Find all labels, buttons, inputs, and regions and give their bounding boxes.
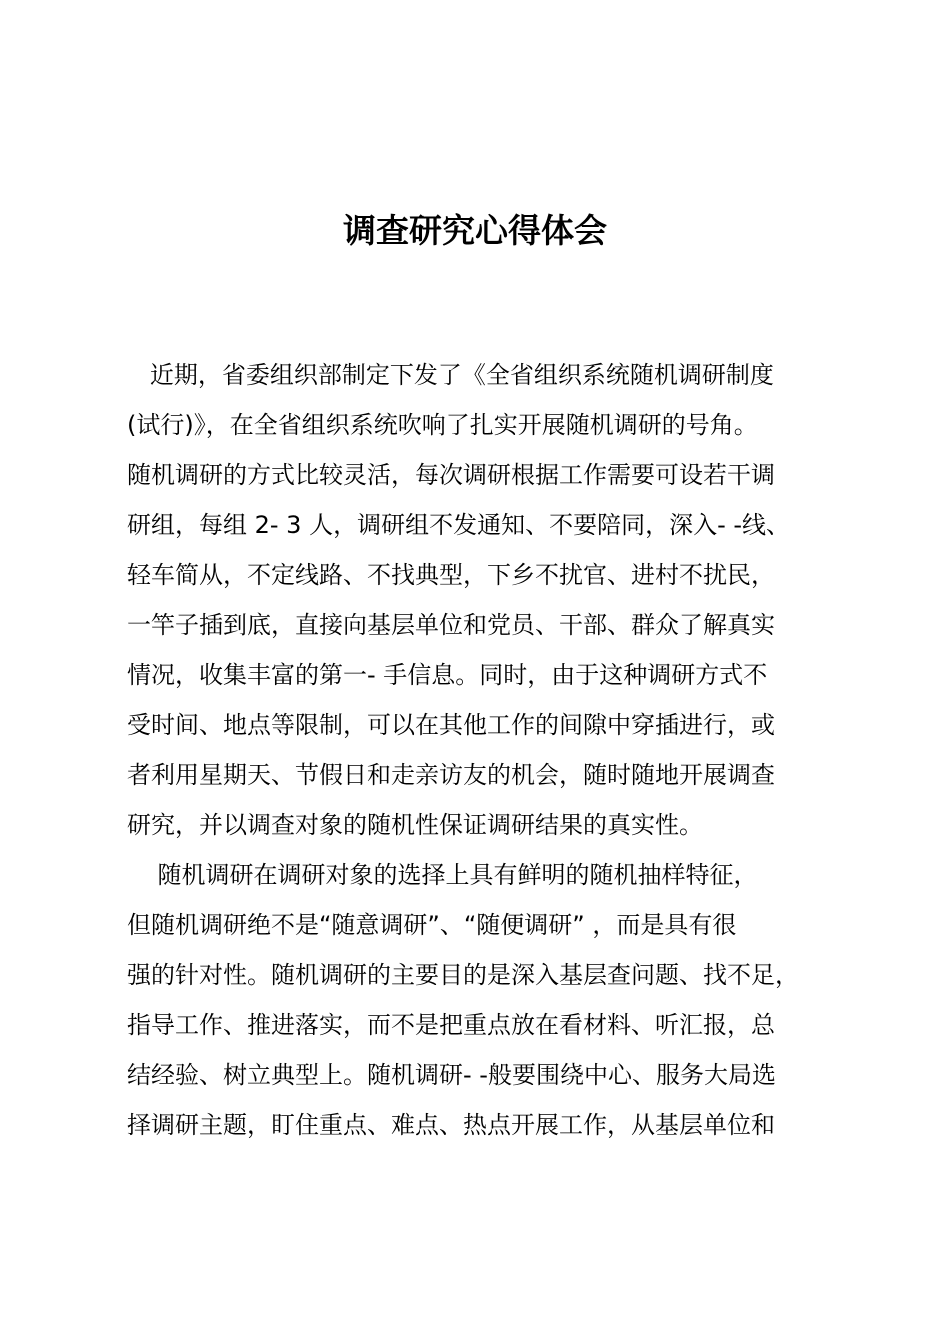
body-line: 指导工作、推进落实，而不是把重点放在看材料、听汇报，总 <box>127 1011 775 1039</box>
body-line: 轻车简从，不定线路、不找典型，下乡不扰官、进村不扰民， <box>127 561 775 589</box>
body-line: 择调研主题，盯住重点、难点、热点开展工作，从基层单位和 <box>127 1111 775 1139</box>
body-line: 近期，省委组织部制定下发了《全省组织系统随机调研制度 <box>127 361 774 389</box>
body-line: (试行)》，在全省组织系统吹响了扎实开展随机调研的号角。 <box>127 411 758 439</box>
body-line: 者利用星期天、节假日和走亲访友的机会，随时随地开展调查 <box>127 761 775 789</box>
document-title: 调查研究心得体会 <box>343 211 607 250</box>
body-line: 受时间、地点等限制，可以在其他工作的间隙中穿插进行，或 <box>127 711 775 739</box>
body-line: 但随机调研绝不是“随意调研”、“随便调研” ，而是具有很 <box>127 911 737 939</box>
body-line: 随机调研在调研对象的选择上具有鲜明的随机抽样特征， <box>127 861 758 889</box>
body-line: 一竿子插到底，直接向基层单位和党员、干部、群众了解真实 <box>127 611 775 639</box>
body-line: 情况，收集丰富的第一- 手信息。同时，由于这种调研方式不 <box>127 661 768 689</box>
document-body <box>127 350 867 1150</box>
body-line: 研组，每组 2- 3 人，调研组不发通知、不要陪同，深入- -线、 <box>127 511 791 539</box>
body-line: 强的针对性。随机调研的主要目的是深入基层查问题、找不足， <box>127 961 799 989</box>
body-line: 随机调研的方式比较灵活，每次调研根据工作需要可设若干调 <box>127 461 775 489</box>
body-line: 结经验、树立典型上。随机调研- -般要围绕中心、服务大局选 <box>127 1061 776 1089</box>
body-line: 研究，并以调查对象的随机性保证调研结果的真实性。 <box>127 811 703 839</box>
